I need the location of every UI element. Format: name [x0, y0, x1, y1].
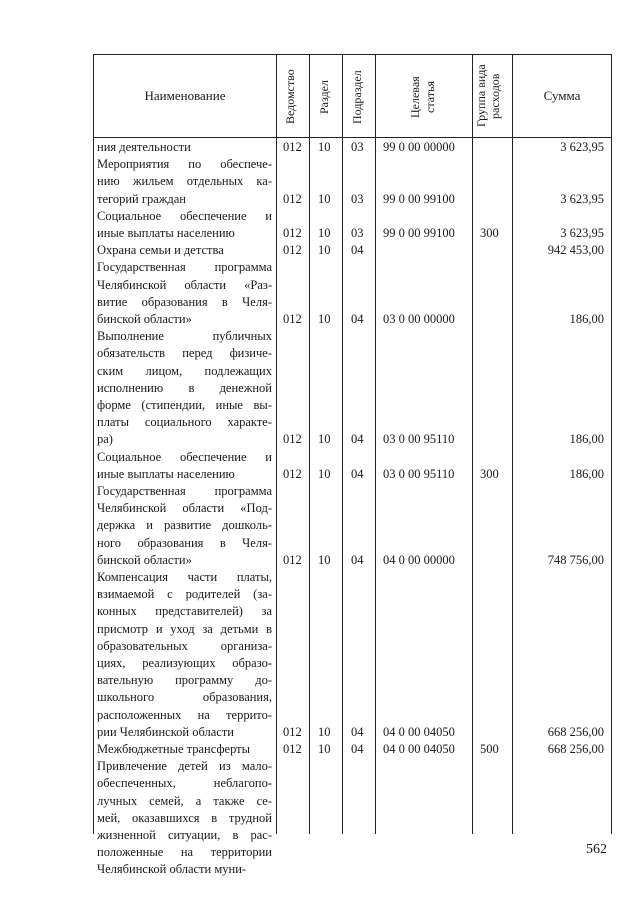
- row-summa: 748 756,00: [547, 552, 604, 567]
- row-razdel: 10: [318, 243, 331, 258]
- row-name-line: Компенсация части платы,: [97, 570, 272, 584]
- row-name-line: Челябинской области «Под-: [97, 501, 272, 516]
- row-gruppa: 500: [480, 742, 499, 756]
- table-top-border: [93, 54, 612, 55]
- row-vedomstvo: 012: [283, 742, 302, 756]
- row-name-line: вательную программу до-: [97, 673, 272, 688]
- row-name-line: образовательных организа-: [97, 638, 272, 653]
- header-podrazdel: Подраздел: [350, 70, 364, 124]
- row-vedomstvo: 012: [283, 226, 302, 240]
- row-name: [97, 242, 272, 259]
- row-name-line: Межбюджетные трансферты: [97, 742, 251, 756]
- row-name-line: Выполнение публичных: [97, 329, 272, 344]
- row-celevaya: 03 0 00 95110: [383, 466, 455, 481]
- row-celevaya: 99 0 00 99100: [383, 191, 455, 206]
- row-celevaya: 03 0 00 00000: [383, 312, 455, 326]
- row-vedomstvo: 012: [283, 191, 302, 206]
- row-name: [97, 741, 272, 758]
- row-name-line: ного образования в Челя-: [97, 535, 272, 550]
- row-name-line: исполнению в денежной: [97, 380, 272, 395]
- col-border-4: [375, 54, 376, 834]
- row-celevaya: 99 0 00 99100: [383, 226, 455, 240]
- row-name-line: обязательств перед физиче-: [97, 346, 272, 361]
- row-razdel: 10: [318, 466, 331, 481]
- row-name: [97, 758, 272, 878]
- row-podrazdel: 04: [351, 742, 364, 756]
- row-razdel: 10: [318, 742, 331, 756]
- row-name-line: ским лицом, подлежащих: [97, 363, 272, 378]
- row-vedomstvo: 012: [283, 140, 302, 154]
- row-podrazdel: 04: [351, 552, 364, 567]
- row-name-line: форме (стипендии, иные вы-: [97, 397, 272, 412]
- row-name-line: Привлечение детей из мало-: [97, 759, 272, 774]
- row-name: [97, 208, 272, 242]
- row-celevaya: 03 0 00 95110: [383, 432, 455, 447]
- row-vedomstvo: 012: [283, 466, 302, 481]
- row-summa: 668 256,00: [547, 724, 604, 739]
- row-podrazdel: 04: [351, 312, 364, 326]
- row-summa: 3 623,95: [560, 191, 604, 206]
- row-name-line: жизненной ситуации, в рас-: [97, 827, 272, 842]
- row-name: [97, 139, 272, 156]
- header-bottom-border: [93, 137, 612, 138]
- row-name-line: обеспеченных, неблагопо-: [97, 776, 272, 791]
- row-summa: 186,00: [569, 432, 604, 447]
- row-name-line: школьного образования,: [97, 690, 272, 705]
- header-vedomstvo: Ведомство: [283, 69, 297, 125]
- row-name-line: Государственная программа: [97, 260, 272, 275]
- row-name-line: держка и развитие дошколь-: [97, 518, 272, 533]
- row-celevaya: 04 0 00 04050: [383, 742, 455, 756]
- header-name: Наименование: [144, 88, 226, 103]
- row-name-line: циях, реализующих образо-: [97, 655, 272, 670]
- header-razdel: Раздел: [317, 80, 331, 114]
- row-name-line: Челябинской области муни-: [97, 862, 247, 877]
- header-celevaya: Целевая статья: [408, 76, 437, 118]
- row-name-line: иные выплаты населению: [97, 225, 235, 240]
- row-summa: 186,00: [569, 466, 604, 481]
- row-name-line: присмотр и уход за детьми в: [97, 621, 272, 636]
- col-border-2: [309, 54, 310, 834]
- row-summa: 942 453,00: [547, 243, 604, 258]
- row-vedomstvo: 012: [283, 312, 302, 326]
- row-name: [97, 259, 272, 328]
- row-razdel: 10: [318, 312, 331, 326]
- row-summa: 3 623,95: [560, 140, 604, 154]
- col-border-5: [472, 54, 473, 834]
- row-celevaya: 04 0 00 04050: [383, 724, 455, 739]
- col-border-1: [276, 54, 277, 834]
- row-name-line: бинской области»: [97, 311, 192, 326]
- row-name-line: бинской области»: [97, 552, 192, 567]
- row-razdel: 10: [318, 724, 331, 739]
- row-podrazdel: 03: [351, 140, 364, 154]
- row-podrazdel: 04: [351, 432, 364, 447]
- row-podrazdel: 04: [351, 724, 364, 739]
- row-name-line: платы социального характе-: [97, 415, 272, 430]
- row-razdel: 10: [318, 226, 331, 240]
- row-summa: 3 623,95: [560, 226, 604, 240]
- header-gruppa: Группа вида расходов: [474, 64, 502, 128]
- row-summa: 668 256,00: [547, 742, 604, 756]
- col-border-6: [512, 54, 513, 834]
- row-name-line: ния деятельности: [97, 140, 191, 154]
- row-name-line: ра): [97, 432, 113, 447]
- row-podrazdel: 04: [351, 466, 364, 481]
- row-name-line: положенные на территории: [97, 845, 272, 860]
- row-razdel: 10: [318, 432, 331, 447]
- row-podrazdel: 03: [351, 191, 364, 206]
- row-razdel: 10: [318, 140, 331, 154]
- row-name-line: Челябинской области «Раз-: [97, 277, 272, 292]
- row-name: [97, 328, 272, 448]
- col-border-left: [93, 54, 94, 834]
- row-vedomstvo: 012: [283, 432, 302, 447]
- row-name: [97, 569, 272, 741]
- row-name-line: расположенных на террито-: [97, 707, 272, 722]
- page-number: 562: [586, 842, 607, 857]
- row-vedomstvo: 012: [283, 724, 302, 739]
- row-name-line: Социальное обеспечение и: [97, 449, 272, 464]
- row-gruppa: 300: [480, 226, 499, 240]
- row-name-line: взимаемой с родителей (за-: [97, 587, 272, 602]
- row-celevaya: 04 0 00 00000: [383, 552, 455, 567]
- row-name: [97, 156, 272, 208]
- row-gruppa: 300: [480, 466, 499, 481]
- row-summa: 186,00: [569, 312, 604, 326]
- row-name-line: Государственная программа: [97, 484, 272, 498]
- row-name-line: лучных семей, а также се-: [97, 793, 272, 808]
- row-name-line: Социальное обеспечение и: [97, 208, 272, 223]
- row-name-line: Мероприятия по обеспече-: [97, 157, 272, 172]
- col-border-3: [342, 54, 343, 834]
- col-border-right: [611, 54, 612, 834]
- row-name: [97, 449, 272, 483]
- row-celevaya: 99 0 00 00000: [383, 140, 455, 154]
- header-summa: Сумма: [543, 88, 581, 103]
- row-name-line: конных представителей) за: [97, 604, 272, 619]
- row-razdel: 10: [318, 191, 331, 206]
- row-vedomstvo: 012: [283, 243, 302, 258]
- row-name-line: мей, оказавшихся в трудной: [97, 810, 272, 825]
- row-name-line: иные выплаты населению: [97, 466, 235, 481]
- row-name-line: нию жильем отдельных ка-: [97, 174, 272, 189]
- row-podrazdel: 03: [351, 226, 364, 240]
- row-name-line: тегорий граждан: [97, 191, 186, 206]
- row-name-line: витие образования в Челя-: [97, 294, 272, 309]
- row-name-line: Охрана семьи и детства: [97, 243, 224, 258]
- row-razdel: 10: [318, 552, 331, 567]
- row-name: [97, 483, 272, 569]
- row-name-line: рии Челябинской области: [97, 724, 234, 739]
- row-vedomstvo: 012: [283, 552, 302, 567]
- row-podrazdel: 04: [351, 243, 364, 258]
